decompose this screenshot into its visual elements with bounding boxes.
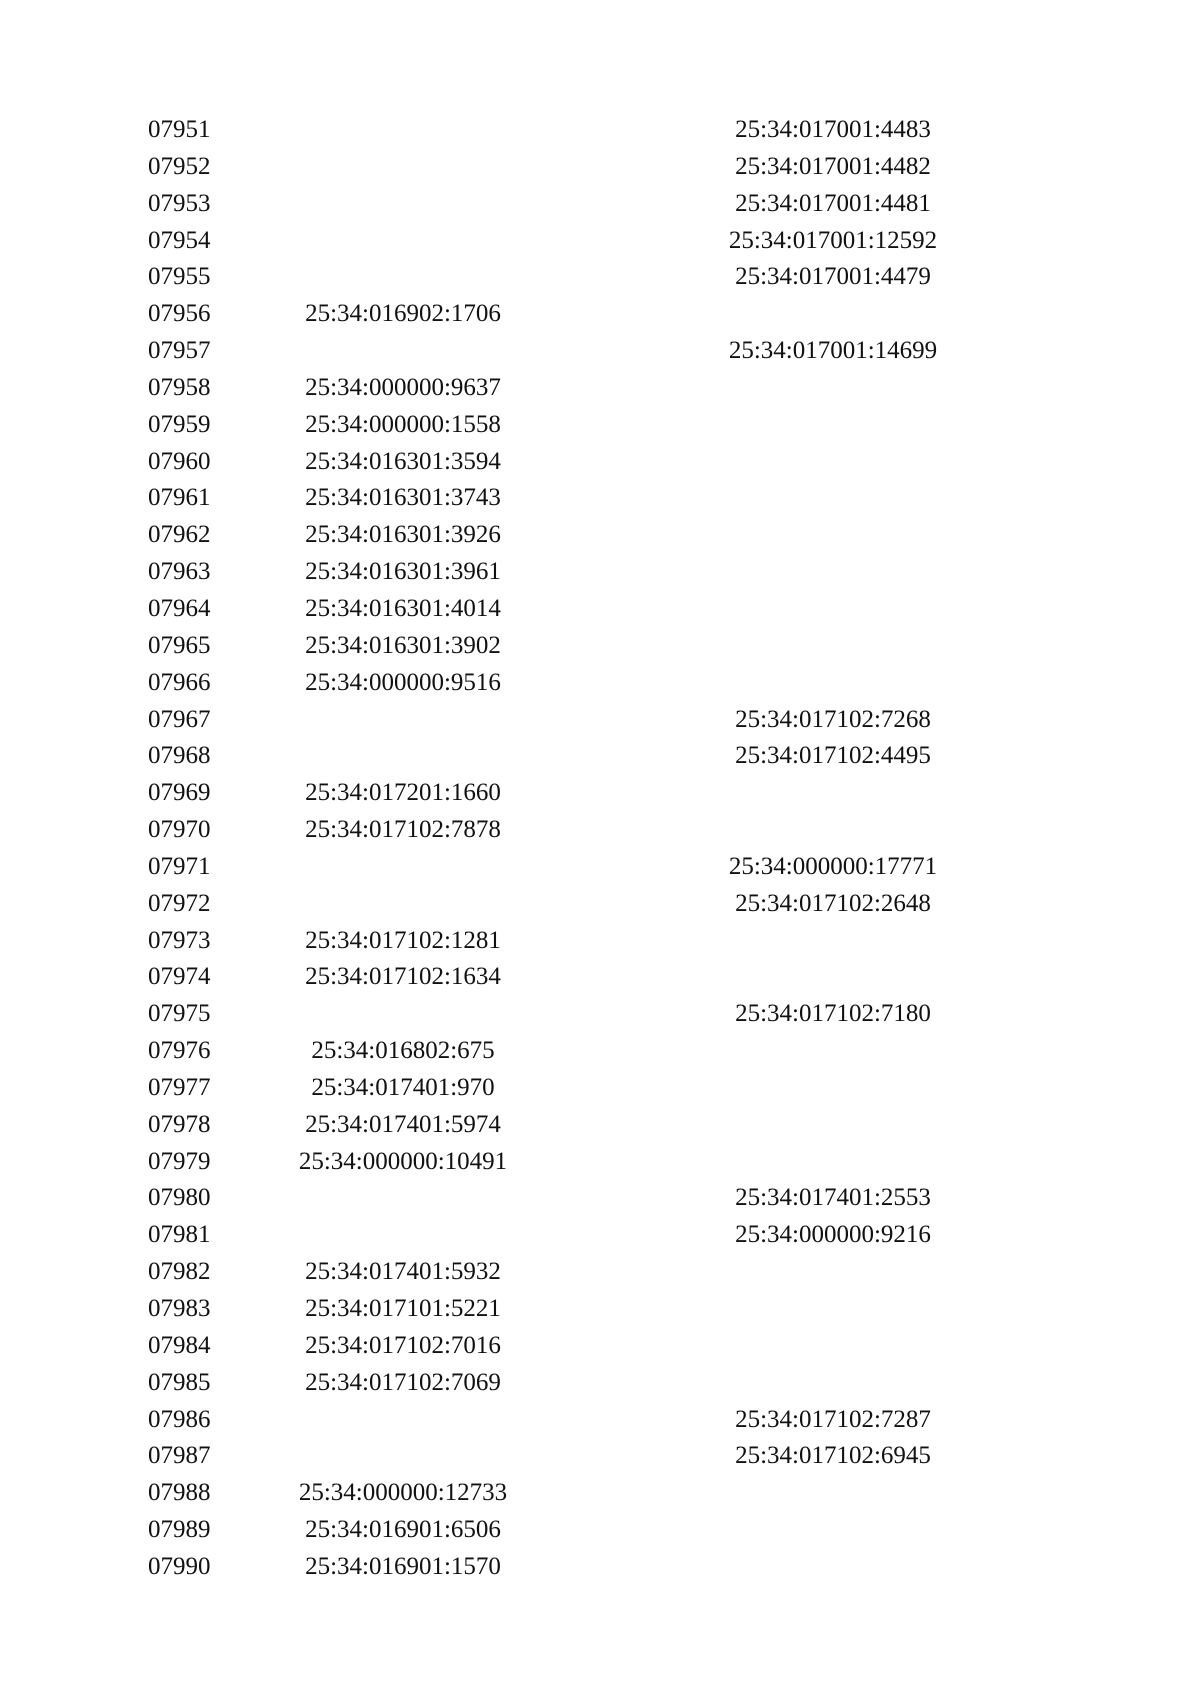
table-row xyxy=(148,959,968,996)
table-row xyxy=(148,923,968,960)
row-number: 07966 xyxy=(148,668,211,696)
table-row xyxy=(148,259,968,296)
table-row xyxy=(148,1033,968,1070)
table-row xyxy=(148,370,968,407)
cadastral-number-left: 25:34:017401:970 xyxy=(311,1073,495,1101)
row-number: 07969 xyxy=(148,779,211,807)
table-row xyxy=(148,591,968,628)
table-row xyxy=(148,517,968,554)
row-number: 07953 xyxy=(148,189,211,217)
table-row xyxy=(148,333,968,370)
row-number: 07973 xyxy=(148,926,211,954)
cadastral-number-left: 25:34:016301:4014 xyxy=(305,594,501,622)
row-number: 07965 xyxy=(148,631,211,659)
row-number: 07989 xyxy=(148,1516,211,1544)
table-row xyxy=(148,444,968,481)
cadastral-number-left: 25:34:000000:12733 xyxy=(298,1479,508,1507)
table-row xyxy=(148,702,968,739)
row-number: 07975 xyxy=(148,1000,211,1028)
row-number: 07959 xyxy=(148,410,211,438)
row-number: 07974 xyxy=(148,963,211,991)
row-number: 07955 xyxy=(148,263,211,291)
table-row xyxy=(148,1512,968,1549)
row-number: 07985 xyxy=(148,1368,211,1396)
table-row xyxy=(148,1438,968,1475)
row-number: 07990 xyxy=(148,1552,211,1580)
cadastral-number-left: 25:34:000000:1558 xyxy=(305,410,501,438)
table-row xyxy=(148,886,968,923)
cadastral-number-left: 25:34:016301:3902 xyxy=(305,631,501,659)
cadastral-number-table xyxy=(148,112,968,1586)
row-number: 07958 xyxy=(148,373,211,401)
row-number: 07979 xyxy=(148,1147,211,1175)
table-row xyxy=(148,186,968,223)
cadastral-number-left: 25:34:017201:1660 xyxy=(305,779,501,807)
row-number: 07957 xyxy=(148,337,211,365)
row-number: 07954 xyxy=(148,226,211,254)
table-row xyxy=(148,1402,968,1439)
cadastral-number-left: 25:34:016902:1706 xyxy=(305,300,501,328)
cadastral-number-right: 25:34:017001:4482 xyxy=(735,152,931,180)
row-number: 07986 xyxy=(148,1405,211,1433)
cadastral-number-left: 25:34:017401:5974 xyxy=(305,1110,501,1138)
row-number: 07952 xyxy=(148,152,211,180)
row-number: 07983 xyxy=(148,1295,211,1322)
row-number: 07972 xyxy=(148,889,211,917)
row-number: 07981 xyxy=(148,1221,211,1249)
cadastral-number-left: 25:34:017102:7878 xyxy=(305,816,501,844)
cadastral-number-right: 25:34:017001:4481 xyxy=(735,189,931,217)
table-row xyxy=(148,628,968,665)
row-number: 07976 xyxy=(148,1037,211,1065)
cadastral-number-right: 25:34:017001:4479 xyxy=(735,263,931,291)
row-number: 07980 xyxy=(148,1184,211,1212)
cadastral-number-right: 25:34:017001:14699 xyxy=(728,337,938,365)
cadastral-number-left: 25:34:016301:3594 xyxy=(305,447,501,475)
cadastral-number-right: 25:34:017102:7268 xyxy=(735,705,931,733)
cadastral-number-right: 25:34:017401:2553 xyxy=(735,1184,931,1212)
cadastral-number-right: 25:34:017102:2648 xyxy=(735,889,931,917)
row-number: 07960 xyxy=(148,447,211,475)
cadastral-number-right: 25:34:017102:7287 xyxy=(735,1405,931,1433)
row-number: 07961 xyxy=(148,484,211,512)
row-number: 07968 xyxy=(148,742,211,770)
table-row xyxy=(148,480,968,517)
row-number: 07988 xyxy=(148,1479,211,1507)
cadastral-number-left: 25:34:017102:7016 xyxy=(305,1331,501,1359)
row-number: 07984 xyxy=(148,1331,211,1359)
row-number: 07970 xyxy=(148,816,211,844)
table-row xyxy=(148,738,968,775)
table-row xyxy=(148,554,968,591)
cadastral-number-left: 25:34:000000:10491 xyxy=(298,1147,508,1175)
row-number: 07987 xyxy=(148,1442,211,1470)
cadastral-number-left: 25:34:016901:6506 xyxy=(305,1516,501,1544)
cadastral-number-right: 25:34:017102:4495 xyxy=(735,742,931,770)
table-row xyxy=(148,149,968,186)
table-row xyxy=(148,849,968,886)
row-number: 07978 xyxy=(148,1110,211,1138)
table-row xyxy=(148,1254,968,1291)
row-number: 07971 xyxy=(148,852,211,880)
cadastral-number-left: 25:34:017102:7069 xyxy=(305,1368,501,1396)
cadastral-number-left: 25:34:016901:1570 xyxy=(305,1552,501,1580)
cadastral-number-left: 25:34:000000:9637 xyxy=(305,373,501,401)
cadastral-number-left: 25:34:016802:675 xyxy=(311,1037,495,1065)
cadastral-number-right: 25:34:000000:17771 xyxy=(728,852,938,880)
row-number: 07982 xyxy=(148,1258,211,1286)
cadastral-number-right: 25:34:017001:12592 xyxy=(728,226,938,254)
row-number: 07977 xyxy=(148,1073,211,1101)
cadastral-number-left: 25:34:016301:3743 xyxy=(305,484,501,512)
table-row xyxy=(148,1144,968,1181)
cadastral-number-right: 25:34:000000:9216 xyxy=(735,1221,931,1249)
cadastral-number-left: 25:34:000000:9516 xyxy=(305,668,501,696)
table-row xyxy=(148,1328,968,1365)
cadastral-number-left: 25:34:017102:1281 xyxy=(305,926,501,954)
table-row xyxy=(148,812,968,849)
table-row xyxy=(148,407,968,444)
row-number: 07964 xyxy=(148,594,211,622)
table-row xyxy=(148,665,968,702)
cadastral-number-right: 25:34:017001:4483 xyxy=(735,116,931,143)
row-number: 07967 xyxy=(148,705,211,733)
cadastral-number-right: 25:34:017102:7180 xyxy=(735,1000,931,1028)
table-row xyxy=(148,1549,968,1586)
table-row xyxy=(148,223,968,260)
cadastral-number-left: 25:34:016301:3926 xyxy=(305,521,501,549)
table-row xyxy=(148,1217,968,1254)
row-number: 07951 xyxy=(148,116,211,143)
table-row xyxy=(148,996,968,1033)
table-row xyxy=(148,1107,968,1144)
table-row xyxy=(148,296,968,333)
table-row xyxy=(148,1291,968,1328)
table-row xyxy=(148,112,968,149)
table-row xyxy=(148,1070,968,1107)
cadastral-number-left: 25:34:017102:1634 xyxy=(305,963,501,991)
row-number: 07956 xyxy=(148,300,211,328)
cadastral-number-right: 25:34:017102:6945 xyxy=(735,1442,931,1470)
cadastral-number-left: 25:34:017401:5932 xyxy=(305,1258,501,1286)
table-row xyxy=(148,1180,968,1217)
table-row xyxy=(148,1365,968,1402)
table-row xyxy=(148,1475,968,1512)
cadastral-number-left: 25:34:017101:5221 xyxy=(305,1295,501,1322)
table-row xyxy=(148,775,968,812)
row-number: 07962 xyxy=(148,521,211,549)
cadastral-number-left: 25:34:016301:3961 xyxy=(305,558,501,586)
row-number: 07963 xyxy=(148,558,211,586)
